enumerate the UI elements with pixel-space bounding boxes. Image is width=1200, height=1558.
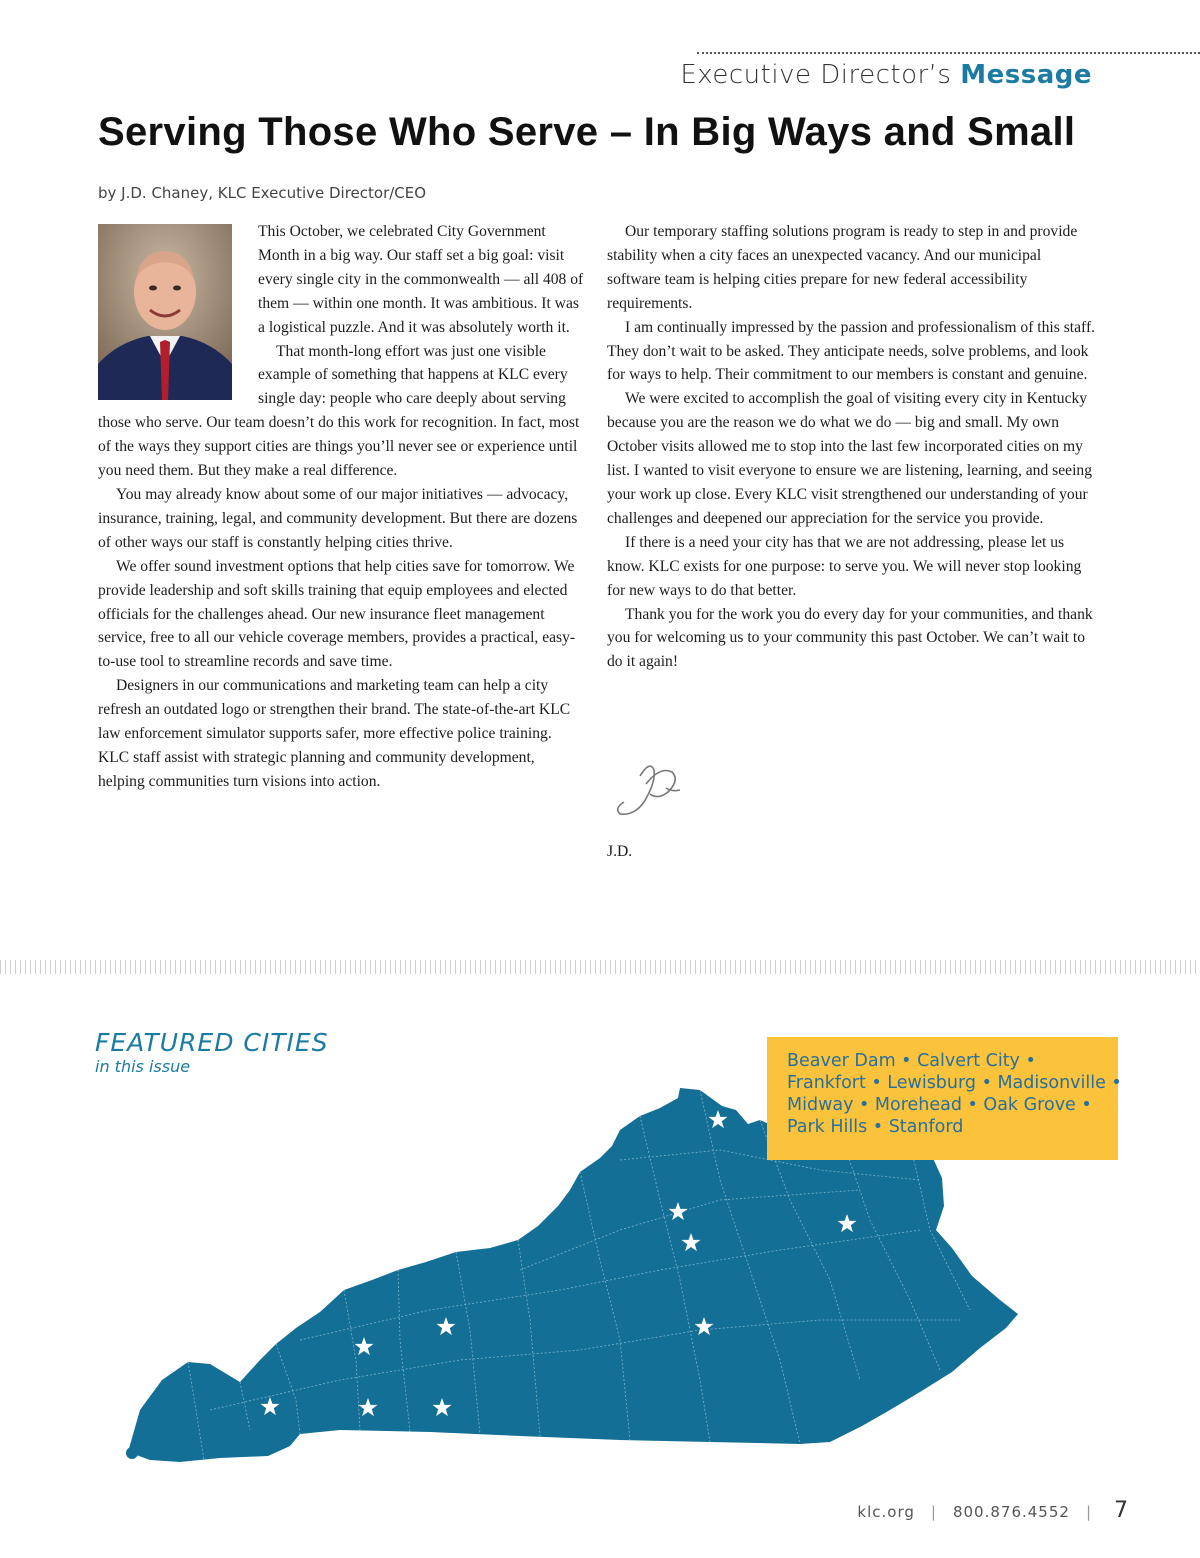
paragraph: If there is a need your city has that we are not addressing, please let us know. KLC exists for one purpose: to serve you. We will never stop looking for new ways to do that better. [607,533,1082,599]
section-divider [0,960,1200,974]
paragraph: Thank you for the work you do every day for your communities, and thank you for welcoming us to your community this past October. We can’t wait to do it again! [607,605,1093,671]
byline: by J.D. Chaney, KLC Executive Director/CEO [98,184,427,202]
article-column-1 [98,220,584,794]
footer-separator: | [930,1503,937,1521]
featured-cities-list [767,1037,1122,1160]
city-line: Midway • Morehead • Oak Grove • [787,1095,1092,1115]
footer-separator: | [1085,1503,1092,1521]
section-label-bold: Message [960,60,1092,90]
city-line: Beaver Dam • Calvert City • [787,1051,1036,1071]
paragraph: Designers in our communications and marketing team can help a city refresh an outdated logo or strengthen their brand. The state-of-the-art KLC law enforcement simulator supports safer, more effective police training. KLC staff assist with strategic planning and community development, helping communities turn visions into action. [98,677,571,790]
featured-cities-title: FEATURED CITIES [95,1028,329,1057]
paragraph: That month-long effort was just one visible example of something that happens at KLC every single day: people who care deeply about serving those who serve. Our team doesn’t do this work for recognition. In fact, most of the ways they support cities are things you’ll never see or experience until you need them. But they make a real difference. [98,342,580,480]
footer-site: klc.org [857,1503,915,1521]
city-line: Park Hills • Stanford [787,1117,964,1137]
city-line: Frankfort • Lewisburg • Madisonville • [787,1073,1122,1093]
article-column-2 [607,220,1097,674]
photo-wrap-space [98,220,258,404]
header-dotted-rule [697,52,1200,54]
page-number: 7 [1114,1498,1129,1523]
signoff: J.D. [607,843,633,860]
article-title: Serving Those Who Serve – In Big Ways and Small [98,110,1076,154]
map-island [126,1447,138,1459]
featured-cities-subtitle: in this issue [95,1057,191,1076]
paragraph: You may already know about some of our major initiatives — advocacy, insurance, training, legal, and community development. But there are dozens of other ways our staff is constantly helping cities thrive. [98,485,578,551]
paragraph: Our temporary staffing solutions program is ready to step in and provide stability when a city faces an unexpected vacancy. And our municipal software team is helping cities prepare for new federal accessibility requirements. [607,223,1078,312]
page-footer [857,1498,1129,1523]
signature [610,758,690,822]
section-label: Executive Director’s [680,60,952,90]
paragraph: We offer sound investment options that help cities save for tomorrow. We provide leadership and soft skills training that equip employees and elected officials for the challenges ahead. Our new insurance fleet management service, free to all our vehicle coverage members, provides a practical, easy-to-use tool to streamline records and save time. [98,557,576,671]
section-heading [680,60,1092,90]
paragraph: I am continually impressed by the passion and professionalism of this staff. They don’t wait to be asked. They anticipate needs, solve problems, and look for ways to help. Their commitment to our members is constant and genuine. [607,318,1096,384]
paragraph: We were excited to accomplish the goal of visiting every city in Kentucky because you are the reason we do what we do — big and small. My own October visits allowed me to stop into the last few incorporated cities on my list. I wanted to visit everyone to ensure we are listening, learning, and seeing your work up close. Every KLC visit strengthened our understanding of your challenges and deepened our appreciation for the service you provide. [607,390,1092,527]
footer-phone: 800.876.4552 [952,1503,1070,1521]
paragraph: This October, we celebrated City Government Month in a big way. Our staff set a big goal: visit every single city in the commonwealth — all 408 of them — within one month. It was ambitious. It was a logistical puzzle. And it was absolutely worth it. [258,223,584,336]
